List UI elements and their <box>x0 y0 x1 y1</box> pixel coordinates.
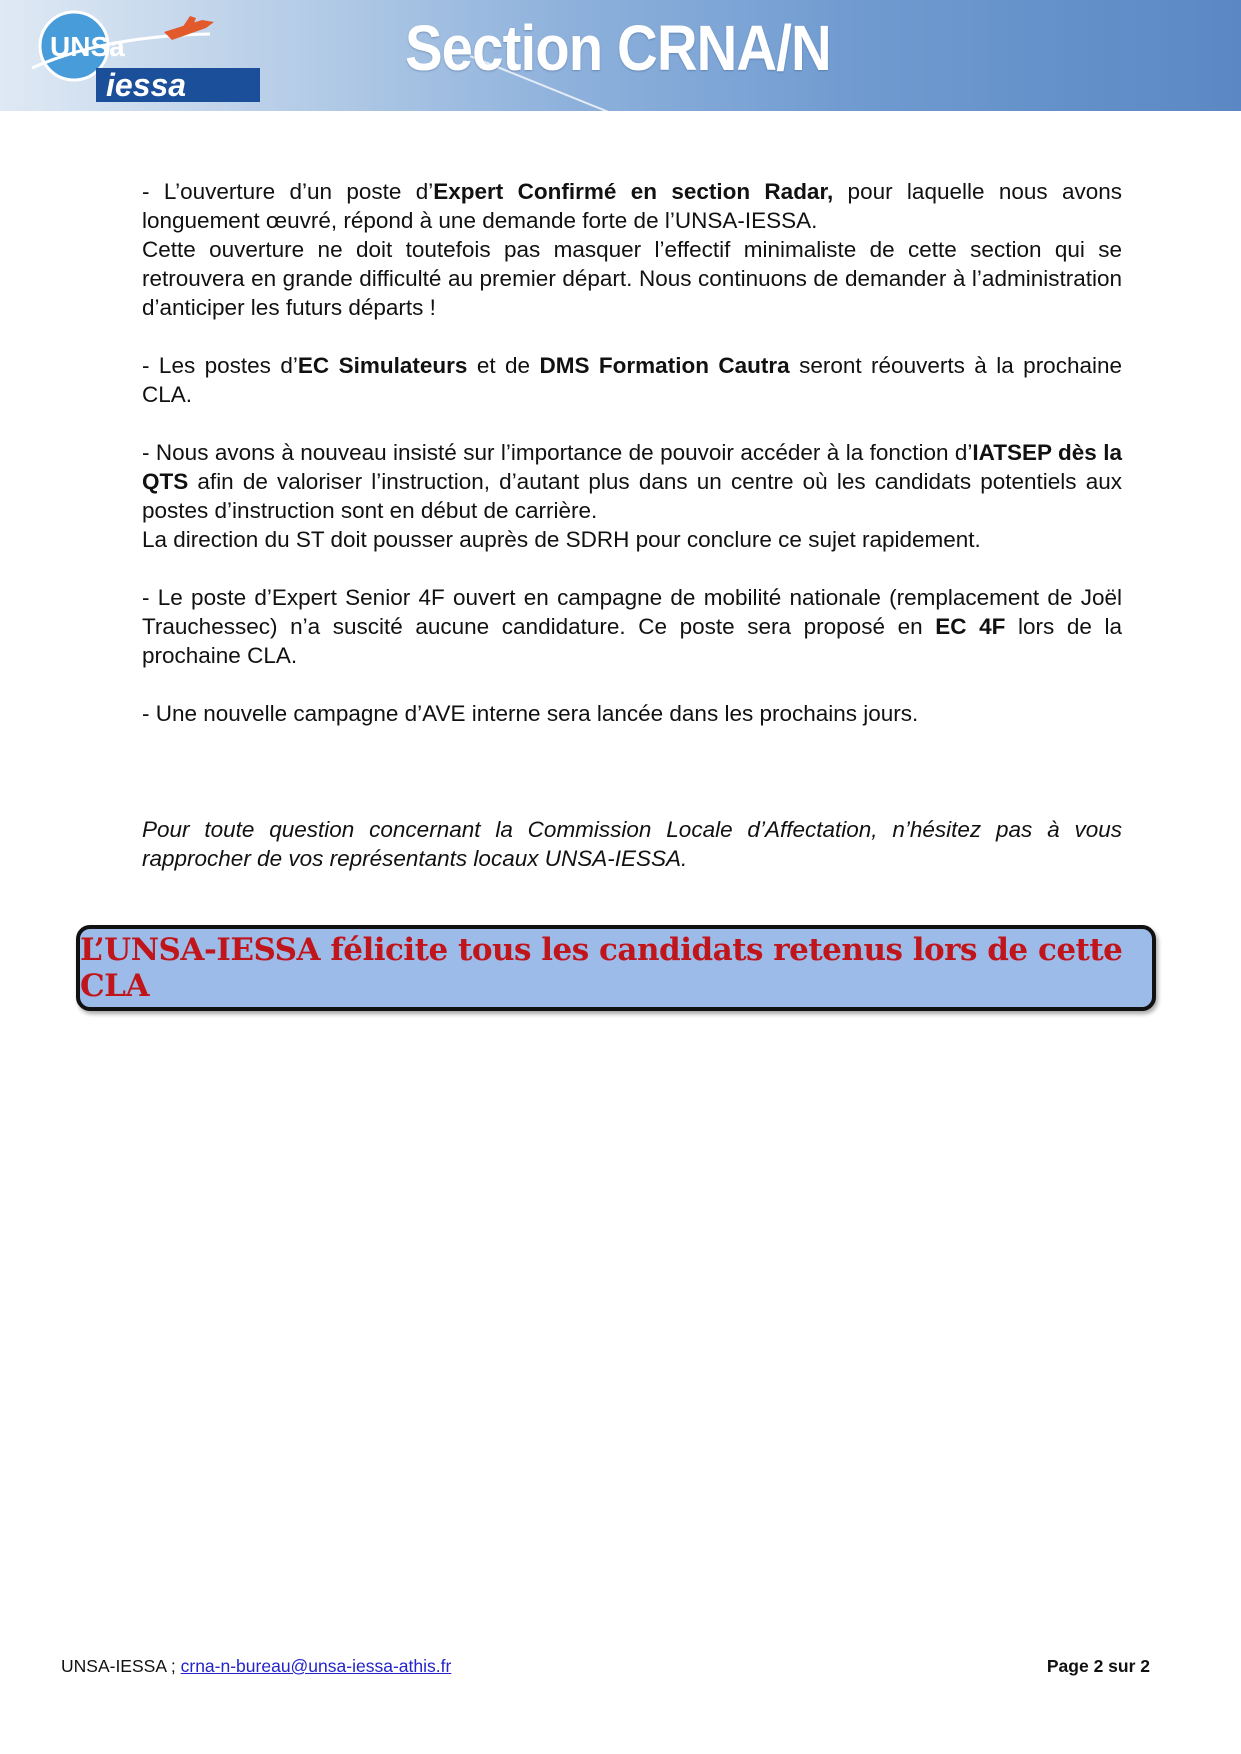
text-run: - Le poste d’Expert Senior 4F ouvert en campagne de mobilité nationale (remplacement de Joël Trauchessec) n’a suscité aucune candidature. Ce poste sera proposé en <box>142 585 1122 639</box>
text-run: - L’ouverture d’un poste d’ <box>142 179 434 204</box>
paragraph-expert-radar <box>142 177 1122 235</box>
text-run: - Nous avons à nouveau insisté sur l’importance de pouvoir accéder à la fonction d’ <box>142 440 973 465</box>
closing-note <box>142 815 1122 873</box>
footer-contact <box>61 1656 451 1677</box>
text-run: pour laquelle nous avons longuement œuvré, répond à une demande forte de l’UNSA-IESSA. <box>142 179 1122 233</box>
page-number: Page 2 sur 2 <box>1046 1656 1150 1676</box>
paragraph-ave: - Une nouvelle campagne d’AVE interne sera lancée dans les prochains jours. <box>142 701 919 726</box>
unsa-iessa-logo <box>14 6 264 106</box>
paragraph-effectif: Cette ouverture ne doit toutefois pas masquer l’effectif minimaliste de cette section qui se retrouvera en grande difficulté au premier départ. Nous continuons de demander à l’administration d’anticiper les futurs départs ! <box>142 237 1122 320</box>
paragraph-expert-senior <box>142 583 1122 670</box>
document-body <box>142 177 1122 873</box>
footer-email-link[interactable]: crna-n-bureau@unsa-iessa-athis.fr <box>180 1656 452 1676</box>
paragraph-postes-reouverts <box>142 351 1122 409</box>
text-run: et de <box>467 353 540 378</box>
text-run: lors de la prochaine CLA. <box>142 614 1122 668</box>
section-title: Section CRNA/N <box>405 12 831 84</box>
bold-text-run: EC Simulateurs <box>297 353 468 378</box>
text-run: - Les postes d’ <box>142 353 298 378</box>
congratulations-banner <box>76 925 1156 1011</box>
text-run: afin de valoriser l’instruction, d’autant plus dans un centre où les candidats potentiels aux postes d’instruction sont en début de carrière. <box>142 469 1122 523</box>
bold-text-run: DMS Formation Cautra <box>539 353 790 378</box>
paragraph-contact: Pour toute question concernant la Commission Locale d’Affectation, n’hésitez pas à vous rapprocher de vos représentants locaux UNSA-IESSA. <box>142 817 1122 871</box>
banner-text: L’UNSA-IESSA félicite tous les candidats retenus lors de cette CLA <box>80 932 1123 1004</box>
bold-text-run: IATSEP dès la QTS <box>142 440 1122 494</box>
bold-text-run: Expert Confirmé en section Radar, <box>433 179 834 204</box>
logo-text-top: UNSa <box>50 31 125 62</box>
text-run: seront réouverts à la prochaine CLA. <box>142 353 1123 407</box>
paragraph-iatsep <box>142 438 1122 525</box>
footer-org: UNSA-IESSA ; <box>61 1656 181 1676</box>
bold-text-run: EC 4F <box>935 614 1006 639</box>
paragraph-direction-st: La direction du ST doit pousser auprès de SDRH pour conclure ce sujet rapidement. <box>142 527 981 552</box>
logo-text-bottom: iessa <box>106 67 187 103</box>
page-header <box>0 0 1241 111</box>
